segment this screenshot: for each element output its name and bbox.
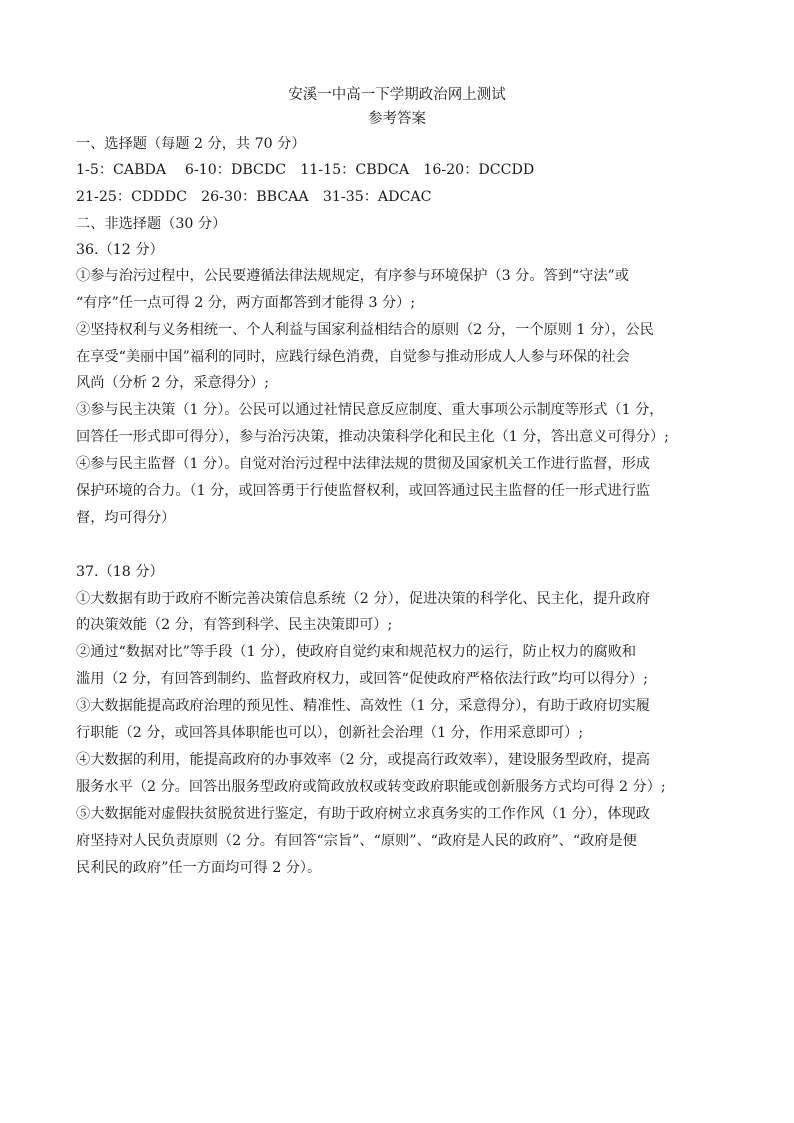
question-37-label: 37.（18 分） bbox=[76, 564, 164, 580]
q37-line: 滥用（2 分，有回答到制约、监督政府权力，或回答“促使政府严格依法行政”均可以得分）; bbox=[76, 671, 648, 687]
q36-line: “有序”任一点可得 2 分，两方面都答到才能得 3 分）; bbox=[76, 295, 416, 311]
q37-line: ③大数据能提高政府治理的预见性、精准性、高效性（1 分，采意得分），有助于政府切实履 bbox=[76, 698, 650, 714]
q36-line: 在享受“美丽中国”福利的同时，应践行绿色消费，自觉参与推动形成人人参与环保的社会 bbox=[76, 349, 630, 365]
q37-line: ④大数据的利用，能提高政府的办事效率（2 分，或提高行政效率），建设服务型政府，提高 bbox=[76, 752, 650, 768]
question-36-label: 36.（12 分） bbox=[76, 242, 164, 258]
q36-line: 督，均可得分） bbox=[76, 510, 176, 526]
q36-line: ②坚持权利与义务相统一、个人利益与国家利益相结合的原则（2 分，一个原则 1 分），公民 bbox=[76, 322, 654, 338]
document-title: 安溪一中高一下学期政治网上测试 bbox=[288, 87, 506, 103]
q36-line: 回答任一形式即可得分），参与治污决策，推动决策科学化和民主化（1 分，答出意义可得分）; bbox=[76, 429, 669, 445]
choice-answers-line-1: 1-5：CABDA 6-10：DBCDC 11-15：CBDCA 16-20：DCCDD bbox=[76, 162, 535, 178]
section-2-heading: 二、非选择题（30 分） bbox=[76, 216, 227, 232]
q36-line: ③参与民主决策（1 分）。公民可以通过社情民意反应制度、重大事项公示制度等形式（1 分， bbox=[76, 402, 664, 418]
q36-line: ①参与治污过程中，公民要遵循法律法规规定，有序参与环境保护（3 分。答到“守法”或 bbox=[76, 268, 629, 284]
q36-line: 保护环境的合力。（1 分，或回答勇于行使监督权利，或回答通过民主监督的任一形式进行监 bbox=[76, 483, 650, 499]
q37-line: 府坚持对人民负责原则（2 分。有回答“宗旨”、“原则”、“政府是人民的政府”、“政府是便 bbox=[76, 833, 637, 849]
q37-line: 行职能（2 分，或回答具体职能也可以），创新社会治理（1 分，作用采意即可）; bbox=[76, 725, 584, 741]
q36-line: ④参与民主监督（1 分）。自觉对治污过程中法律法规的贯彻及国家机关工作进行监督，形成 bbox=[76, 456, 650, 472]
q37-line: ②通过“数据对比”等手段（1 分），使政府自觉约束和规范权力的运行，防止权力的腐败和 bbox=[76, 644, 637, 660]
q37-line: 的决策效能（2 分，有答到科学、民主决策即可）; bbox=[76, 617, 393, 633]
q37-line: 服务水平（2 分。回答出服务型政府或简政放权或转变政府职能或创新服务方式均可得 2 分）; bbox=[76, 779, 666, 795]
section-1-heading: 一、选择题（每题 2 分，共 70 分） bbox=[76, 136, 306, 152]
q37-line: 民利民的政府”任一方面均可得 2 分）。 bbox=[76, 860, 322, 876]
q36-line: 风尚（分析 2 分，采意得分）; bbox=[76, 375, 270, 391]
q37-line: ⑤大数据能对虚假扶贫脱贫进行鉴定，有助于政府树立求真务实的工作作风（1 分），体现政 bbox=[76, 806, 650, 822]
choice-answers-line-2: 21-25：CDDDC 26-30：BBCAA 31-35：ADCAC bbox=[76, 189, 432, 205]
q37-line: ①大数据有助于政府不断完善决策信息系统（2 分），促进决策的科学化、民主化，提升政府 bbox=[76, 591, 650, 607]
document-subtitle: 参考答案 bbox=[368, 111, 426, 127]
